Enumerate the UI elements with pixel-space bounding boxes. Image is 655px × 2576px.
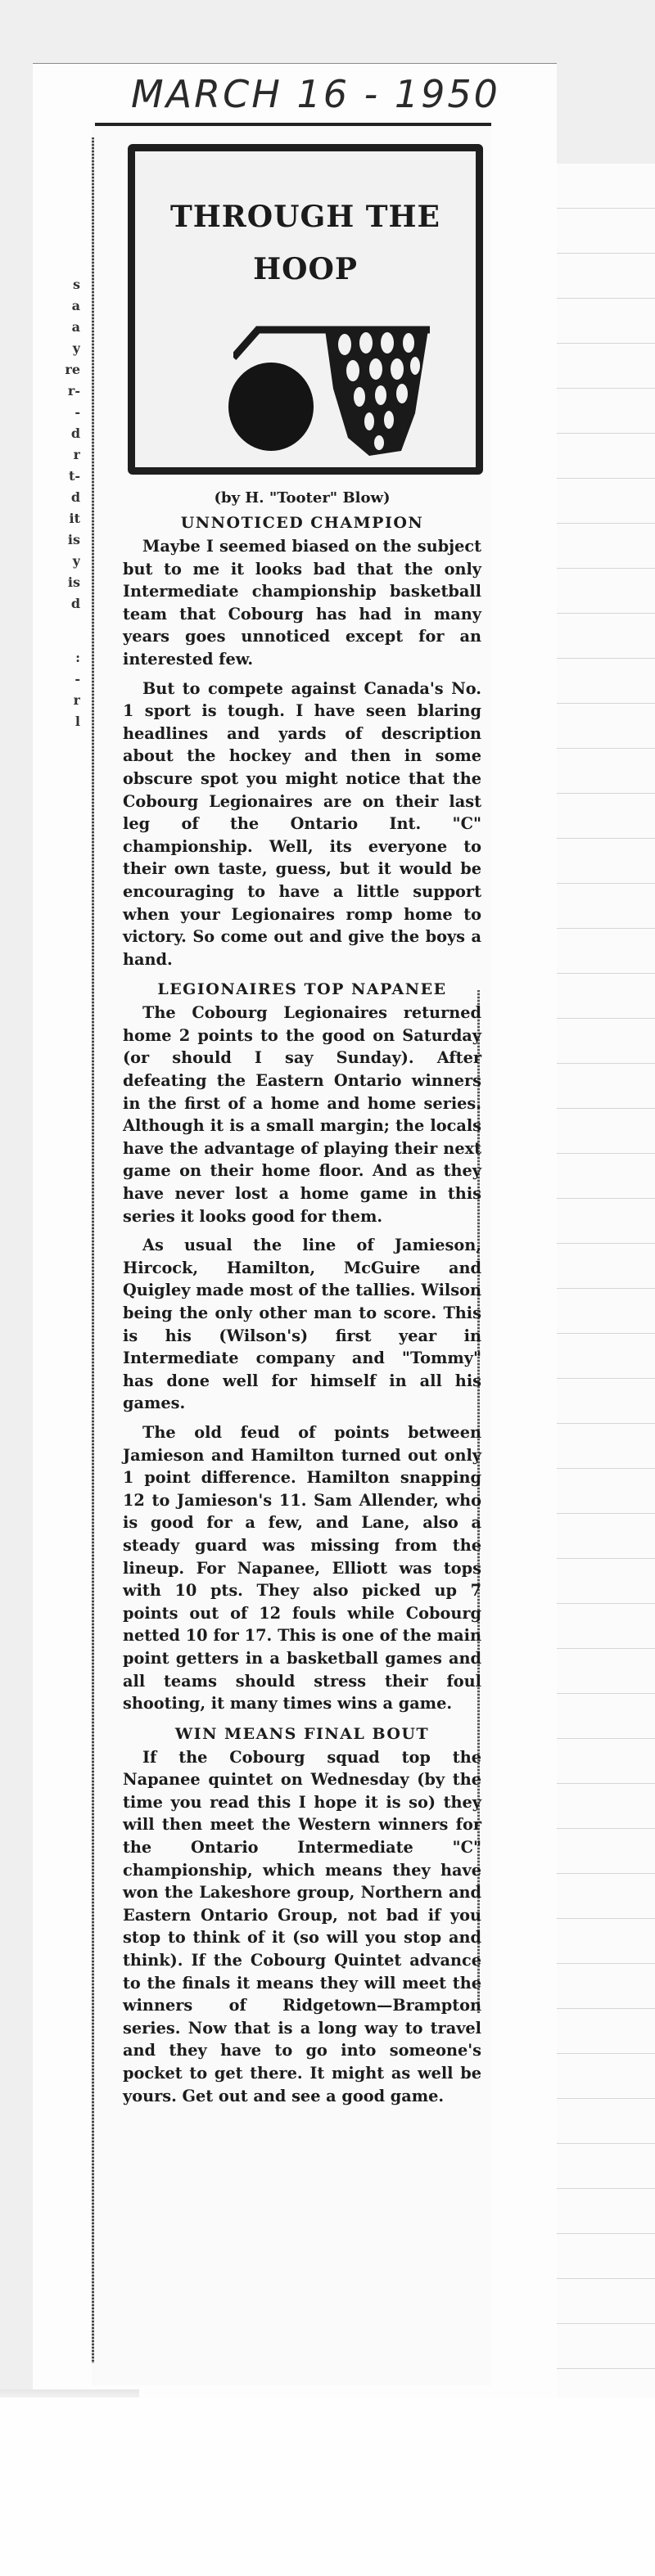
fragment: : (75, 650, 80, 665)
fragment: r (73, 692, 80, 708)
masthead-title-line2: HOOP (253, 252, 358, 286)
fragment: d (70, 489, 80, 505)
masthead-title (135, 191, 476, 295)
paragraph: As usual the line of Jamieson, Hircock, Hamilton, McGuire and Quigley made most of the tallies. Wilson being the only other man to score. This is his (Wilson's) first year in Intermediate company and "Tommy" has done well for himself in all his games. (123, 1236, 481, 1413)
paragraph: The old feud of points between Jamieson and Hamilton turned out only 1 point difference. Hamilton snapping 12 to Jamieson's 11. Sam Allender, who is good for a few, and Lane, also a steady guard was missing from the lineup. For Napanee, Elliott was tops with 10 pts. They also picked up 7 points out of 12 fouls while Cobourg netted 10 for 17. This is one of the main point getters in a basketball games and all teams should stress their foul shooting, it many times wins a game. (123, 1422, 481, 1714)
masthead-title-line1: THROUGH THE (169, 200, 440, 234)
fragment: r- (67, 383, 80, 399)
fragment: - (75, 671, 80, 687)
fragment: t- (68, 468, 80, 484)
fragment: d (70, 426, 80, 441)
fragment: a (71, 298, 80, 313)
column-rule-left (92, 137, 94, 2363)
fragment: - (75, 404, 80, 420)
handwritten-date: MARCH 16 - 1950 (131, 72, 500, 116)
fragment: y (72, 553, 80, 569)
fragment: d (70, 596, 80, 611)
fragment: y (72, 340, 80, 356)
column-masthead (128, 144, 483, 475)
adjacent-column-fragments (56, 274, 80, 2320)
fragment: re (65, 362, 80, 377)
fragment: is (67, 574, 80, 590)
section-heading: LEGIONAIRES TOP NAPANEE (157, 980, 447, 999)
basketball-hoop-icon (233, 315, 438, 462)
paragraph: But to compete against Canada's No. 1 sport is tough. I have seen blaring headlines and yards of description about the hockey and then in some obscure spot you might notice that the Cobourg Legionaires are on their last leg of the Ontario Int. "C" championship. Well, its everyone to their own taste, guess, but it would be encouraging to have a little support when your Legionaires romp home to victory. So come out and give the boys a hand. (123, 678, 481, 969)
paragraph: Maybe I seemed biased on the subject but to me it looks bad that the only Intermediate championship basketball team that Cobourg has had in many years goes unnoticed except for an interested few. (123, 537, 481, 669)
fragment: is (67, 532, 80, 547)
clipping-top-rule (95, 123, 491, 126)
fragment: it (69, 511, 80, 526)
article-body (123, 488, 481, 2114)
section-heading: WIN MEANS FINAL BOUT (174, 1724, 430, 1743)
paragraph: If the Cobourg squad top the Napanee quintet on Wednesday (by the time you read this I hope it is so) they will then meet the Western winners for the Ontario Intermediate "C" championship, which means they have won the Lakeshore group, Northern and Eastern Ontario Group, not bad if you stop to think of it (so will you stop and think). If the Cobourg Quintet advance to the finals it means they will meet the winners of Ridgetown—Brampton series. Now that is a long way to travel and they have to go into someone's pocket to get there. It might as well be yours. Get out and see a good game. (123, 1747, 481, 2105)
paragraph: The Cobourg Legionaires returned home 2 points to the good on Saturday (or should I say Sunday). After defeating the Eastern Ontario winners in the first of a home and home series. Although it is a small margin; the locals have the advantage of playing their next game on their home floor. And as they have never lost a home game in this series it looks good for them. (123, 1003, 481, 1226)
ruled-paper-sheet (557, 164, 655, 2439)
lower-blank-sheet (0, 2398, 655, 2576)
fragment: r (73, 447, 80, 462)
fragment: s (72, 277, 80, 292)
fragment: a (71, 319, 80, 335)
byline: (by H. "Tooter" Blow) (214, 489, 391, 507)
section-heading: UNNOTICED CHAMPION (180, 514, 424, 532)
fragment: l (75, 714, 80, 729)
